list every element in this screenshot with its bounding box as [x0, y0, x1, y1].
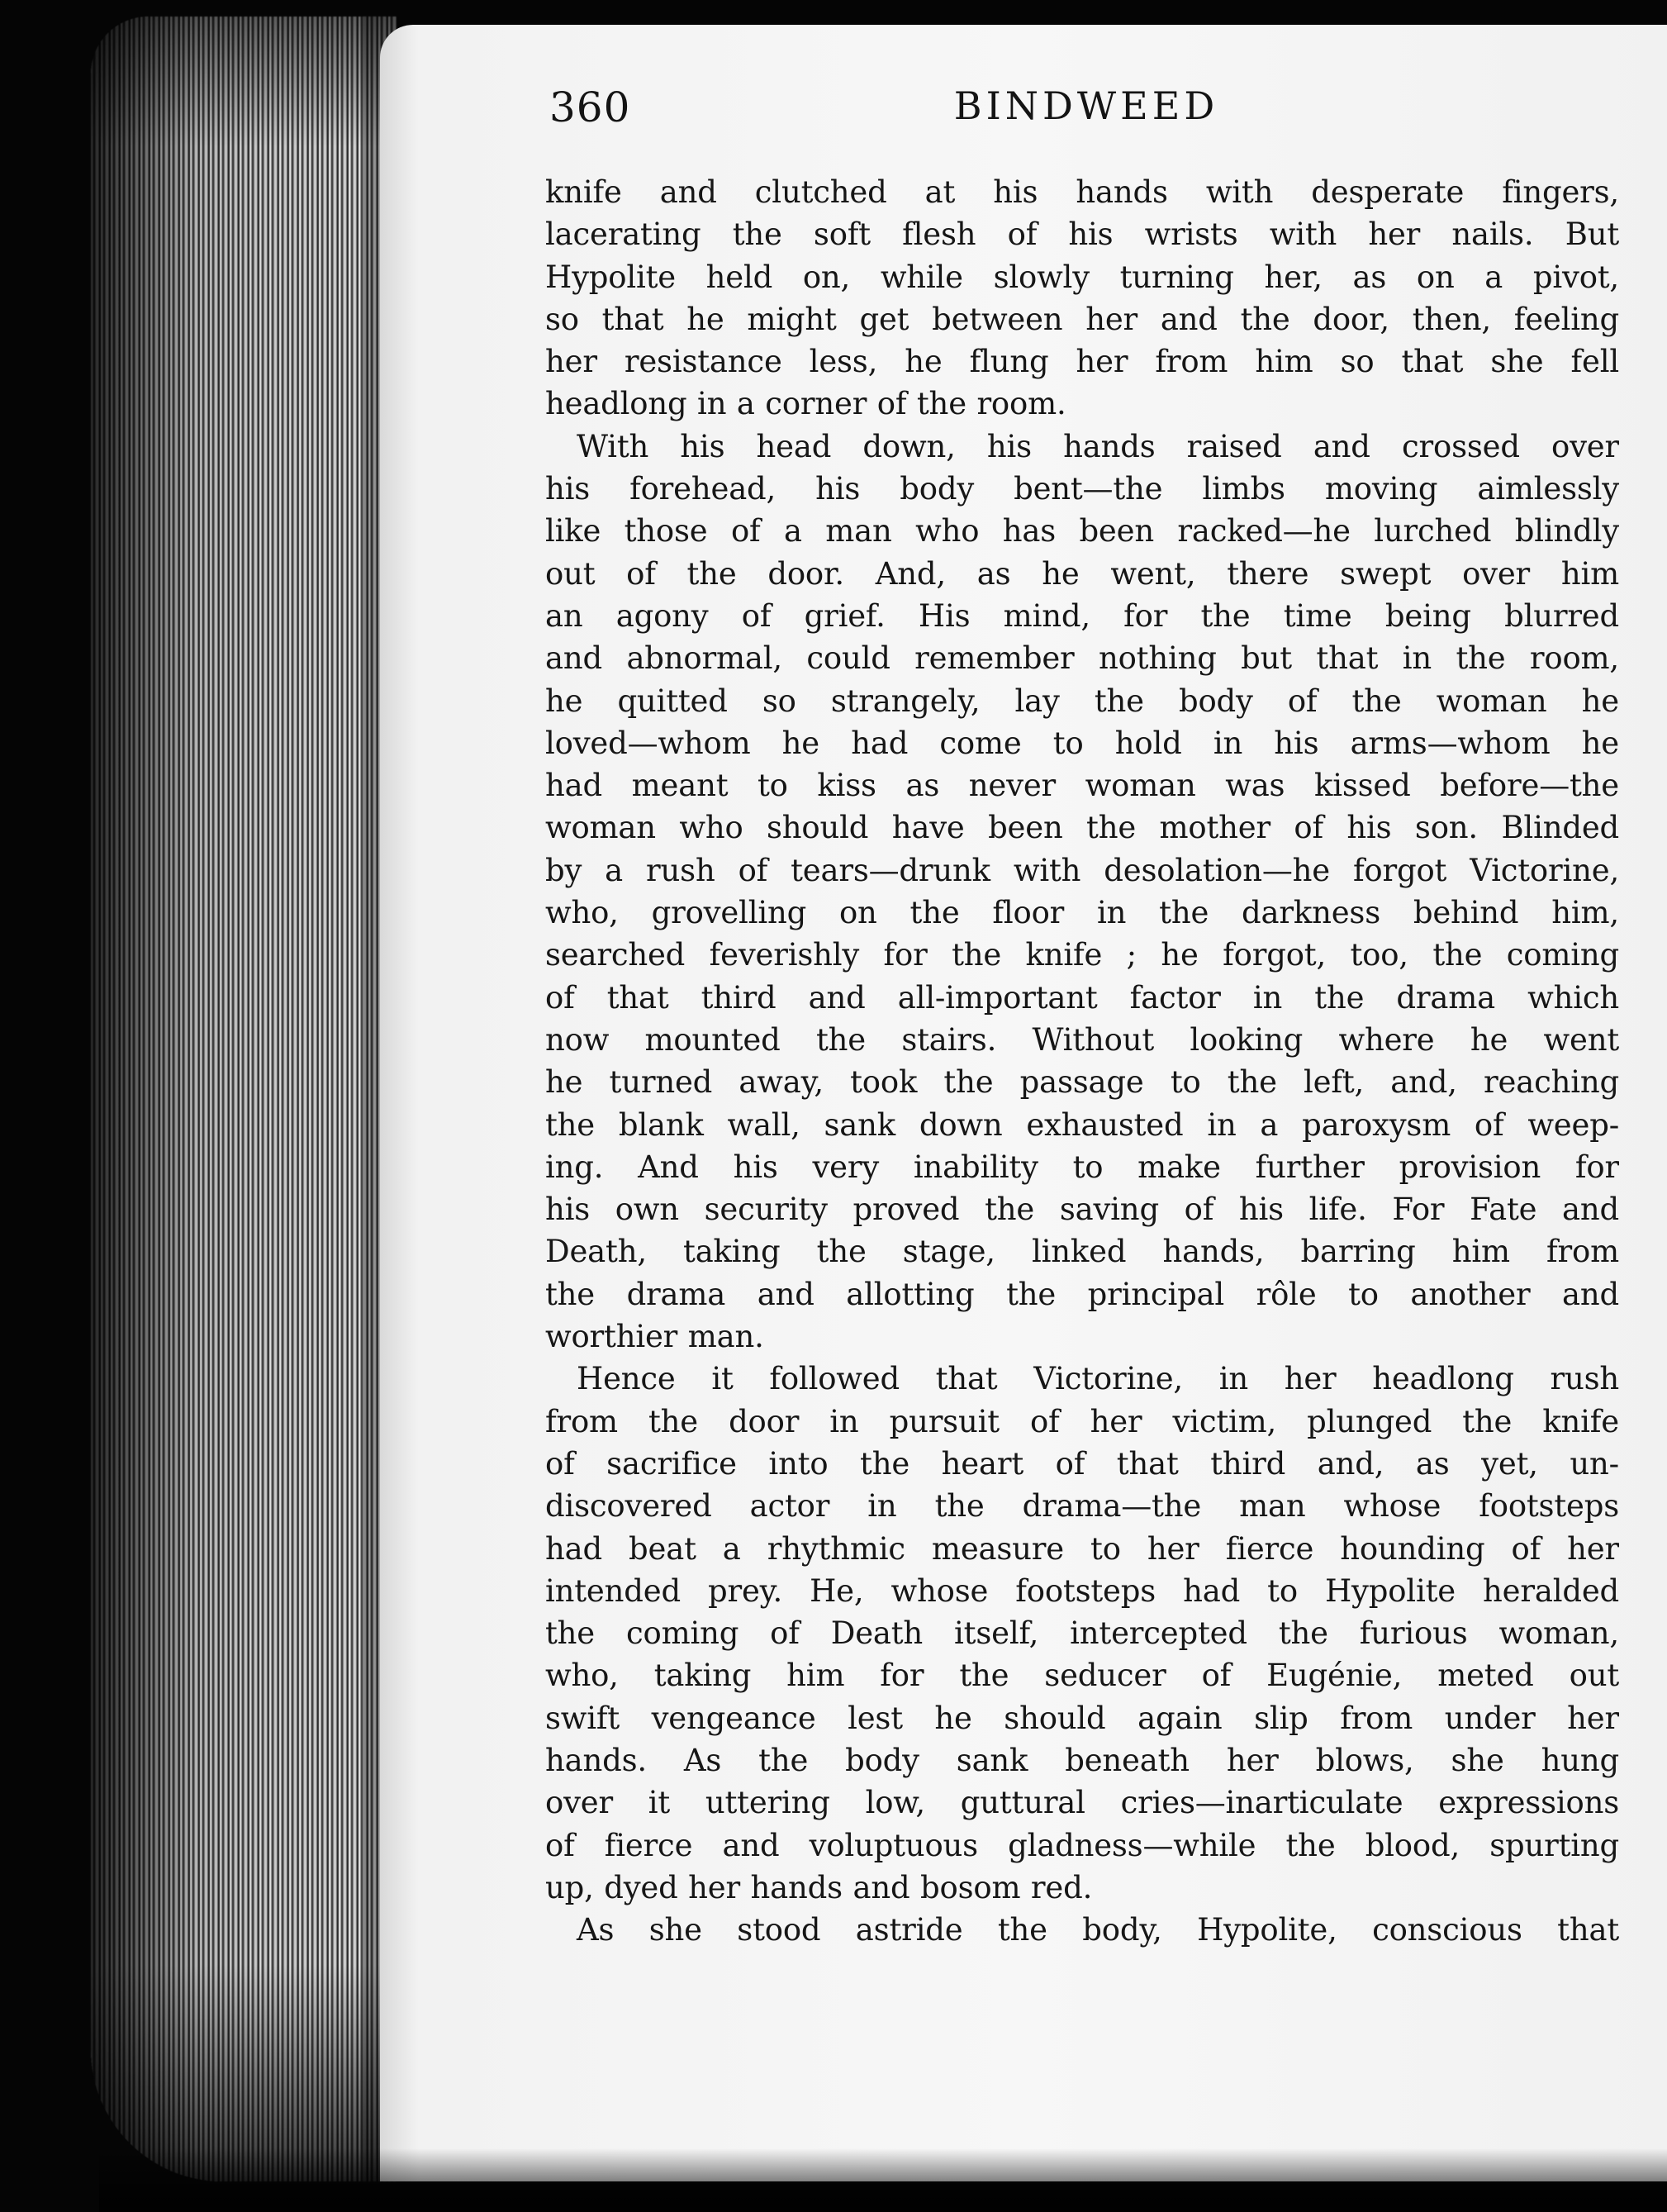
- text-line: now mounted the stairs. Without looking where he went: [545, 1021, 1619, 1058]
- text-line: Hypolite held on, while slowly turning her, as on a pivot,: [545, 259, 1619, 295]
- text-line: had meant to kiss as never woman was kissed before—the: [545, 768, 1619, 804]
- text-line: the coming of Death itself, intercepted the furious woman,: [545, 1615, 1619, 1652]
- text-line: discovered actor in the drama—the man whose footsteps: [545, 1488, 1619, 1525]
- page-header: [549, 78, 1623, 145]
- text-line: Hence it followed that Victorine, in her headlong rush: [577, 1361, 1619, 1397]
- text-line: woman who should have been the mother of his son. Blinded: [545, 810, 1619, 846]
- text-line: intended prey. He, whose footsteps had to Hypolite heralded: [545, 1572, 1619, 1609]
- text-line: lacerating the soft flesh of his wrists with her nails. But: [545, 216, 1619, 253]
- text-line: had beat a rhythmic measure to her fierce hounding of her: [545, 1530, 1619, 1567]
- paragraph: [545, 171, 1619, 426]
- running-head: BINDWEED: [953, 83, 1219, 128]
- text-line: he quitted so strangely, lay the body of the woman he: [545, 683, 1619, 719]
- text-line: of sacrifice into the heart of that third and, as yet, un-: [545, 1445, 1619, 1482]
- paragraph: [545, 1909, 1619, 1951]
- text-line: who, taking him for the seducer of Eugénie, meted out: [545, 1658, 1619, 1694]
- body-text: [545, 171, 1619, 1951]
- text-line: Death, taking the stage, linked hands, barring him from: [545, 1234, 1619, 1270]
- text-line: from the door in pursuit of her victim, plunged the knife: [545, 1403, 1619, 1439]
- text-line: searched feverishly for the knife ; he forgot, too, the coming: [545, 937, 1619, 973]
- text-line: who, grovelling on the floor in the darkness behind him,: [545, 895, 1619, 931]
- page-number: 360: [549, 83, 631, 131]
- text-line: With his head down, his hands raised and crossed over: [577, 428, 1619, 464]
- text-line: by a rush of tears—drunk with desolation—he forgot Victorine,: [545, 852, 1619, 888]
- text-line: of that third and all-important factor in the drama which: [545, 979, 1619, 1016]
- text-line: over it uttering low, guttural cries—inarticulate expressions: [545, 1785, 1619, 1821]
- text-line: out of the door. And, as he went, there swept over him: [545, 555, 1619, 592]
- text-line: loved—whom he had come to hold in his arms—whom he: [545, 725, 1619, 761]
- text-line: ing. And his very inability to make further provision for: [545, 1149, 1619, 1185]
- text-line: like those of a man who has been racked—he lurched blindly: [545, 513, 1619, 549]
- text-line: hands. As the body sank beneath her blows, she hung: [545, 1742, 1619, 1778]
- page-bottom-shadow: [99, 2148, 1667, 2212]
- paragraph: [545, 426, 1619, 1358]
- text-line: he turned away, took the passage to the left, and, reaching: [545, 1064, 1619, 1101]
- text-line: worthier man.: [545, 1319, 764, 1355]
- text-line: his forehead, his body bent—the limbs moving aimlessly: [545, 471, 1619, 507]
- text-line: and abnormal, could remember nothing but that in the room,: [545, 640, 1619, 677]
- text-line: knife and clutched at his hands with desperate fingers,: [545, 174, 1619, 210]
- text-line: his own security proved the saving of his life. For Fate and: [545, 1192, 1619, 1228]
- text-line: of fierce and voluptuous gladness—while the blood, spurting: [545, 1827, 1619, 1863]
- text-line: the blank wall, sank down exhausted in a paroxysm of weep-: [545, 1106, 1619, 1143]
- book-fore-edge: [91, 17, 397, 2181]
- text-line: her resistance less, he flung her from him so that she fell: [545, 344, 1619, 380]
- text-line: so that he might get between her and the door, then, feeling: [545, 301, 1619, 337]
- text-line: As she stood astride the body, Hypolite, conscious that: [577, 1912, 1619, 1948]
- paragraph: [545, 1358, 1619, 1909]
- text-line: headlong in a corner of the room.: [545, 386, 1066, 422]
- text-line: swift vengeance lest he should again slip from under her: [545, 1700, 1619, 1736]
- text-line: an agony of grief. His mind, for the time being blurred: [545, 597, 1619, 634]
- text-line: the drama and allotting the principal rôle to another and: [545, 1276, 1619, 1312]
- text-line: up, dyed her hands and bosom red.: [545, 1869, 1093, 1905]
